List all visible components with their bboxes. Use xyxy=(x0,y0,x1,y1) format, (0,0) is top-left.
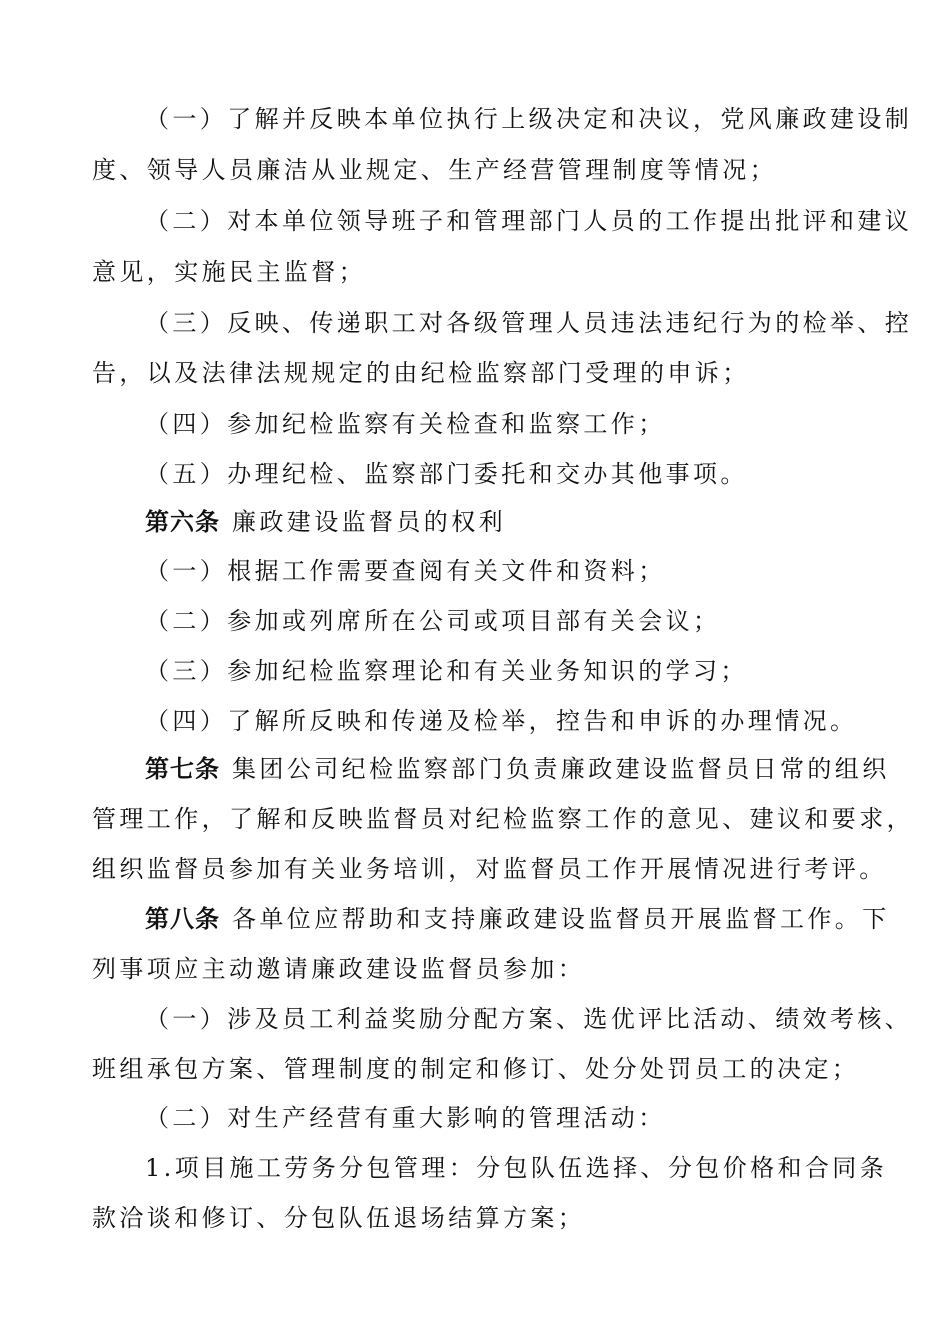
paragraph-line: （三）反映、传递职工对各级管理人员违法违纪行为的检举、控 xyxy=(145,309,913,337)
paragraph-line: 款洽谈和修订、分包队伍退场结算方案； xyxy=(92,1204,586,1232)
paragraph-line: 告，以及法律法规规定的由纪检监察部门受理的申诉； xyxy=(92,359,750,387)
paragraph-line: （一）涉及员工利益奖励分配方案、选优评比活动、绩效考核、 xyxy=(145,1005,913,1033)
paragraph-line: （二）对本单位领导班子和管理部门人员的工作提出批评和建议 xyxy=(145,207,913,235)
paragraph-line: 列事项应主动邀请廉政建设监督员参加： xyxy=(92,955,586,983)
paragraph-line: 管理工作，了解和反映监督员对纪检监察工作的意见、建议和要求， xyxy=(92,805,914,833)
article-6-text: 廉政建设监督员的权利 xyxy=(232,508,506,536)
article-7-text: 集团公司纪检监察部门负责廉政建设监督员日常的组织 xyxy=(232,755,890,783)
paragraph-line: （四）参加纪检监察有关检查和监察工作； xyxy=(145,410,666,438)
article-8-text: 各单位应帮助和支持廉政建设监督员开展监督工作。下 xyxy=(232,905,890,933)
article-8-heading: 第八条 xyxy=(145,905,220,933)
paragraph-line: 组织监督员参加有关业务培训，对监督员工作开展情况进行考评。 xyxy=(92,855,887,883)
paragraph-line: （五）办理纪检、监察部门委托和交办其他事项。 xyxy=(145,460,748,488)
article-6-title xyxy=(145,507,506,537)
paragraph-line: 1.项目施工劳务分包管理：分包队伍选择、分包价格和合同条 xyxy=(145,1154,888,1182)
article-7-first-line xyxy=(145,754,890,784)
paragraph-line: （二）对生产经营有重大影响的管理活动： xyxy=(145,1104,666,1132)
paragraph-line: 班组承包方案、管理制度的制定和修订、处分处罚员工的决定； xyxy=(92,1055,860,1083)
paragraph-line: （三）参加纪检监察理论和有关业务知识的学习； xyxy=(145,657,748,685)
paragraph-line: （一）根据工作需要查阅有关文件和资料； xyxy=(145,557,666,585)
article-6-heading: 第六条 xyxy=(145,508,220,536)
paragraph-line: 意见，实施民主监督； xyxy=(92,258,366,286)
paragraph-line: （四）了解所反映和传递及检举，控告和申诉的办理情况。 xyxy=(145,707,858,735)
paragraph-line: （二）参加或列席所在公司或项目部有关会议； xyxy=(145,607,721,635)
article-7-heading: 第七条 xyxy=(145,755,220,783)
paragraph-line: 度、领导人员廉洁从业规定、生产经营管理制度等情况； xyxy=(92,156,777,184)
article-8-first-line xyxy=(145,904,890,934)
paragraph-line: （一）了解并反映本单位执行上级决定和决议，党风廉政建设制 xyxy=(145,105,913,133)
